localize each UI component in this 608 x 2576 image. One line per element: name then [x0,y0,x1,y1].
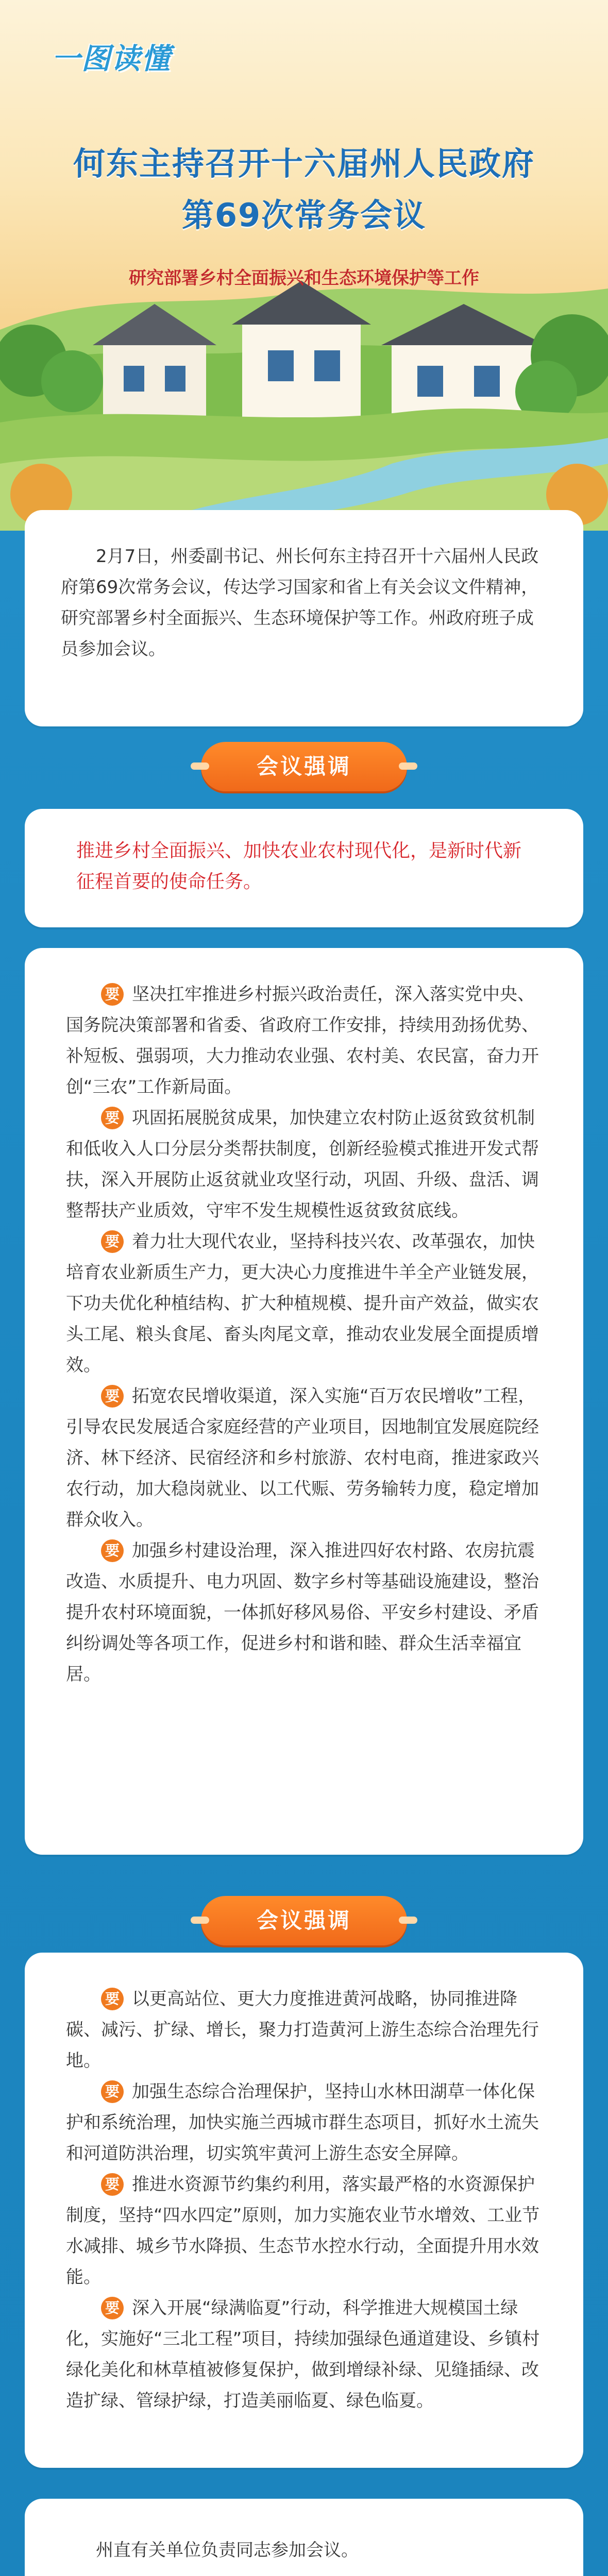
badge-icon: 要 [101,2173,124,2196]
list-item [66,2076,547,2169]
point-text: 以更高站位、更大力度推进黄河战略，协同推进降碳、减污、扩绿、增长，聚力打造黄河上游生态综合治理先行地。 [66,1989,539,2071]
page-title-line2: 第69次常务会议 [181,196,427,234]
list-item [66,1535,547,1690]
list-item [66,979,547,1103]
point-text: 加强乡村建设治理，深入推进四好农村路、农房抗震改造、水质提升、电力巩固、数字乡村等基础设施建设，整治提升农村环境面貌，一体抓好移风易俗、平安乡村建设、矛盾纠纷调处等各项工作，促进乡村和谐和睦、群众生活幸福宜居。 [66,1540,539,1685]
badge-icon: 要 [101,1539,124,1562]
section2-point-list [66,1984,547,2416]
point-text: 推进水资源节约集约利用，落实最严格的水资源保护制度，坚持“四水四定”原则，加力实施农业节水增效、工业节水减排、城乡节水降损、生态节水控水行动，全面提升用水效能。 [66,2174,540,2287]
section1-point-list [66,979,547,1690]
list-item [66,1381,547,1535]
intro-text: 2月7日，州委副书记、州长何东主持召开十六届州人民政府第69次常务会议，传达学习国家和省上有关会议文件精神，研究部署乡村全面振兴、生态环境保护等工作。州政府班子成员参加会议。 [61,546,539,659]
badge-icon: 要 [101,2297,124,2319]
point-text: 巩固拓展脱贫成果，加快建立农村防止返贫致贫机制和低收入人口分层分类帮扶制度，创新经验模式推进开发式帮扶，深入开展防止返贫就业攻坚行动，巩固、升级、盘活、调整帮扶产业质效，守牢不发生规模性返贫致贫底线。 [66,1108,539,1221]
section1-points-card [25,948,583,1855]
point-text: 拓宽农民增收渠道，深入实施“百万农民增收”工程，引导农民发展适合家庭经营的产业项目，因地制宜发展庭院经济、林下经济、民宿经济和乡村旅游、农村电商，推进家政兴农行动，加大稳岗就业、以工代赈、劳务输转力度，稳定增加群众收入。 [66,1386,539,1530]
list-item [66,1226,547,1381]
point-text: 坚决扛牢推进乡村振兴政治责任，深入落实党中央、国务院决策部署和省委、省政府工作安排，持续用劲扬优势、补短板、强弱项，大力推动农业强、农村美、农民富，奋力开创“三农”工作新局面。 [66,984,539,1097]
point-text: 加强生态综合治理保护，坚持山水林田湖草一体化保护和系统治理，加快实施兰西城市群生态项目，抓好水土流失和河道防洪治理，切实筑牢黄河上游生态安全屏障。 [66,2081,539,2164]
highlight-text: 推进乡村全面振兴、加快农业农村现代化，是新时代新征程首要的使命任务。 [76,840,522,892]
point-text: 着力壮大现代农业，坚持科技兴农、改革强农，加快培育农业新质生产力，更大决心力度推进牛羊全产业链发展，下功夫优化种植结构、扩大种植规模、提升亩产效益，做实农头工尾、粮头食尾、畜头肉尾文章，推动农业发展全面提质增效。 [66,1231,539,1376]
section2-points-card [25,1953,583,2468]
badge-icon: 要 [101,1230,124,1253]
badge-icon: 要 [101,1107,124,1129]
badge-icon: 要 [101,983,124,1006]
intro-card [25,510,583,726]
badge-icon: 要 [101,2080,124,2103]
list-item [66,1984,547,2076]
highlight-card [25,809,583,927]
brand-logo: 一图读懂 [52,42,171,76]
section-tag-1: 会议强调 [201,742,407,791]
closing-card [25,2499,583,2576]
badge-icon: 要 [101,1988,124,2010]
page-title-line1: 何东主持召开十六届州人民政府 [73,145,535,182]
header-illustration [0,0,608,531]
point-text: 深入开展“绿满临夏”行动，科学推进大规模国土绿化，实施好“三北工程”项目，持续加强绿色通道建设、乡镇村绿化美化和林草植被修复保护，做到增绿补绿、见缝插绿、改造扩绿、管绿护绿，打造美丽临夏、绿色临夏。 [66,2298,540,2411]
section-tag-2: 会议强调 [201,1896,407,1945]
list-item [66,2293,547,2416]
list-item [66,2169,547,2293]
closing-text: 州直有关单位负责同志参加会议。 [96,2540,359,2561]
page-subtitle: 研究部署乡村全面振兴和生态环境保护等工作 [129,268,479,289]
badge-icon: 要 [101,1385,124,1408]
list-item [66,1103,547,1226]
